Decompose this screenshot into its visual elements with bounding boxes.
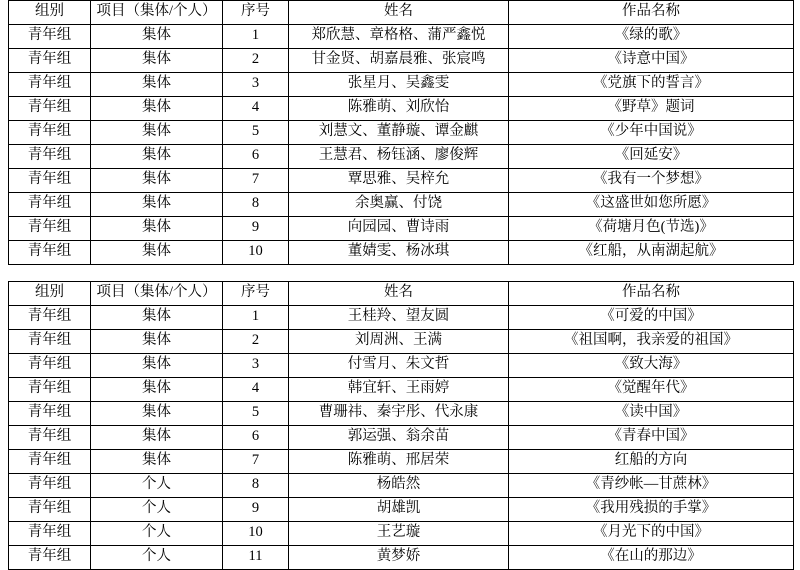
cell-name: 刘慧文、董静璇、谭金麒 xyxy=(289,121,509,145)
cell-work: 《诗意中国》 xyxy=(509,49,794,73)
cell-group: 青年组 xyxy=(9,97,91,121)
column-header-item: 项目（集体/个人） xyxy=(91,282,223,306)
cell-no: 8 xyxy=(223,193,289,217)
cell-item: 集体 xyxy=(91,73,223,97)
cell-work: 《读中国》 xyxy=(509,402,794,426)
cell-work: 《可爱的中国》 xyxy=(509,306,794,330)
cell-no: 2 xyxy=(223,330,289,354)
table-row xyxy=(9,522,794,546)
table-row xyxy=(9,169,794,193)
cell-item: 集体 xyxy=(91,25,223,49)
cell-no: 5 xyxy=(223,121,289,145)
cell-group: 青年组 xyxy=(9,25,91,49)
cell-group: 青年组 xyxy=(9,193,91,217)
cell-no: 1 xyxy=(223,25,289,49)
cell-name: 杨皓然 xyxy=(289,474,509,498)
cell-work: 《党旗下的誓言》 xyxy=(509,73,794,97)
cell-group: 青年组 xyxy=(9,217,91,241)
cell-work: 《野草》题词 xyxy=(509,97,794,121)
cell-name: 王慧君、杨钰涵、廖俊辉 xyxy=(289,145,509,169)
cell-no: 3 xyxy=(223,354,289,378)
column-header-no: 序号 xyxy=(223,282,289,306)
cell-no: 1 xyxy=(223,306,289,330)
cell-group: 青年组 xyxy=(9,330,91,354)
cell-group: 青年组 xyxy=(9,474,91,498)
cell-work: 《绿的歌》 xyxy=(509,25,794,49)
cell-work: 《祖国啊，我亲爱的祖国》 xyxy=(509,330,794,354)
table-row xyxy=(9,450,794,474)
cell-work: 《我有一个梦想》 xyxy=(509,169,794,193)
cell-work: 《致大海》 xyxy=(509,354,794,378)
cell-work: 《青春中国》 xyxy=(509,426,794,450)
cell-group: 青年组 xyxy=(9,426,91,450)
table-row xyxy=(9,25,794,49)
entries-table-1 xyxy=(8,0,794,265)
cell-name: 韩宜轩、王雨婷 xyxy=(289,378,509,402)
table-row xyxy=(9,306,794,330)
cell-group: 青年组 xyxy=(9,306,91,330)
cell-work: 《少年中国说》 xyxy=(509,121,794,145)
cell-item: 集体 xyxy=(91,330,223,354)
cell-group: 青年组 xyxy=(9,49,91,73)
table-separator xyxy=(8,265,793,281)
table-row xyxy=(9,193,794,217)
cell-group: 青年组 xyxy=(9,169,91,193)
cell-no: 6 xyxy=(223,145,289,169)
table-header-row xyxy=(9,282,794,306)
cell-item: 集体 xyxy=(91,354,223,378)
cell-no: 9 xyxy=(223,217,289,241)
cell-no: 7 xyxy=(223,450,289,474)
cell-item: 个人 xyxy=(91,498,223,522)
cell-no: 8 xyxy=(223,474,289,498)
table-header-row xyxy=(9,1,794,25)
cell-group: 青年组 xyxy=(9,498,91,522)
table-row xyxy=(9,402,794,426)
cell-work: 《这盛世如您所愿》 xyxy=(509,193,794,217)
cell-group: 青年组 xyxy=(9,241,91,265)
cell-name: 张星月、吴鑫雯 xyxy=(289,73,509,97)
cell-name: 郭运强、翁余苗 xyxy=(289,426,509,450)
cell-item: 集体 xyxy=(91,306,223,330)
cell-name: 郑欣慧、章格格、蒲严鑫悦 xyxy=(289,25,509,49)
cell-name: 覃思雅、吴梓允 xyxy=(289,169,509,193)
table-row xyxy=(9,546,794,570)
cell-name: 陈雅萌、邢居荣 xyxy=(289,450,509,474)
table-row xyxy=(9,498,794,522)
cell-group: 青年组 xyxy=(9,354,91,378)
table-row xyxy=(9,49,794,73)
cell-name: 付雪月、朱文哲 xyxy=(289,354,509,378)
cell-name: 甘金贤、胡嘉晨雅、张宸鸣 xyxy=(289,49,509,73)
cell-item: 集体 xyxy=(91,241,223,265)
cell-group: 青年组 xyxy=(9,522,91,546)
cell-name: 余奥赢、付饶 xyxy=(289,193,509,217)
cell-work: 《觉醒年代》 xyxy=(509,378,794,402)
table-row xyxy=(9,145,794,169)
cell-no: 10 xyxy=(223,241,289,265)
cell-item: 集体 xyxy=(91,145,223,169)
column-header-name: 姓名 xyxy=(289,1,509,25)
cell-work: 《我用残损的手掌》 xyxy=(509,498,794,522)
table-row xyxy=(9,241,794,265)
column-header-item: 项目（集体/个人） xyxy=(91,1,223,25)
cell-group: 青年组 xyxy=(9,73,91,97)
cell-work: 红船的方向 xyxy=(509,450,794,474)
cell-item: 个人 xyxy=(91,546,223,570)
table-row xyxy=(9,73,794,97)
column-header-group: 组别 xyxy=(9,282,91,306)
cell-group: 青年组 xyxy=(9,121,91,145)
column-header-group: 组别 xyxy=(9,1,91,25)
cell-group: 青年组 xyxy=(9,378,91,402)
cell-item: 集体 xyxy=(91,378,223,402)
cell-work: 《荷塘月色(节选)》 xyxy=(509,217,794,241)
table-row xyxy=(9,97,794,121)
cell-group: 青年组 xyxy=(9,145,91,169)
table-row xyxy=(9,354,794,378)
cell-item: 集体 xyxy=(91,49,223,73)
cell-name: 黄梦娇 xyxy=(289,546,509,570)
cell-item: 集体 xyxy=(91,121,223,145)
cell-name: 曹珊祎、秦宇彤、代永康 xyxy=(289,402,509,426)
cell-name: 刘周洲、王满 xyxy=(289,330,509,354)
cell-item: 集体 xyxy=(91,450,223,474)
cell-work: 《月光下的中国》 xyxy=(509,522,794,546)
cell-name: 王桂羚、望友圆 xyxy=(289,306,509,330)
cell-group: 青年组 xyxy=(9,450,91,474)
table-row xyxy=(9,378,794,402)
cell-item: 集体 xyxy=(91,426,223,450)
cell-no: 11 xyxy=(223,546,289,570)
cell-group: 青年组 xyxy=(9,402,91,426)
cell-no: 6 xyxy=(223,426,289,450)
cell-item: 集体 xyxy=(91,402,223,426)
cell-item: 集体 xyxy=(91,217,223,241)
cell-no: 5 xyxy=(223,402,289,426)
cell-item: 集体 xyxy=(91,193,223,217)
cell-work: 《回延安》 xyxy=(509,145,794,169)
column-header-work: 作品名称 xyxy=(509,282,794,306)
column-header-name: 姓名 xyxy=(289,282,509,306)
cell-no: 2 xyxy=(223,49,289,73)
cell-group: 青年组 xyxy=(9,546,91,570)
cell-no: 10 xyxy=(223,522,289,546)
cell-item: 集体 xyxy=(91,97,223,121)
cell-item: 个人 xyxy=(91,522,223,546)
cell-no: 3 xyxy=(223,73,289,97)
table-row xyxy=(9,474,794,498)
cell-no: 4 xyxy=(223,97,289,121)
cell-no: 9 xyxy=(223,498,289,522)
entries-table-2 xyxy=(8,281,794,570)
cell-work: 《青纱帐—甘蔗林》 xyxy=(509,474,794,498)
table-row xyxy=(9,330,794,354)
cell-name: 胡雄凯 xyxy=(289,498,509,522)
cell-work: 《在山的那边》 xyxy=(509,546,794,570)
cell-no: 7 xyxy=(223,169,289,193)
table-row xyxy=(9,426,794,450)
cell-item: 个人 xyxy=(91,474,223,498)
cell-name: 董婧雯、杨冰琪 xyxy=(289,241,509,265)
cell-name: 陈雅萌、刘欣怡 xyxy=(289,97,509,121)
column-header-work: 作品名称 xyxy=(509,1,794,25)
cell-item: 集体 xyxy=(91,169,223,193)
cell-no: 4 xyxy=(223,378,289,402)
cell-name: 向园园、曹诗雨 xyxy=(289,217,509,241)
table-row xyxy=(9,121,794,145)
column-header-no: 序号 xyxy=(223,1,289,25)
cell-name: 王艺璇 xyxy=(289,522,509,546)
table-row xyxy=(9,217,794,241)
cell-work: 《红船，从南湖起航》 xyxy=(509,241,794,265)
